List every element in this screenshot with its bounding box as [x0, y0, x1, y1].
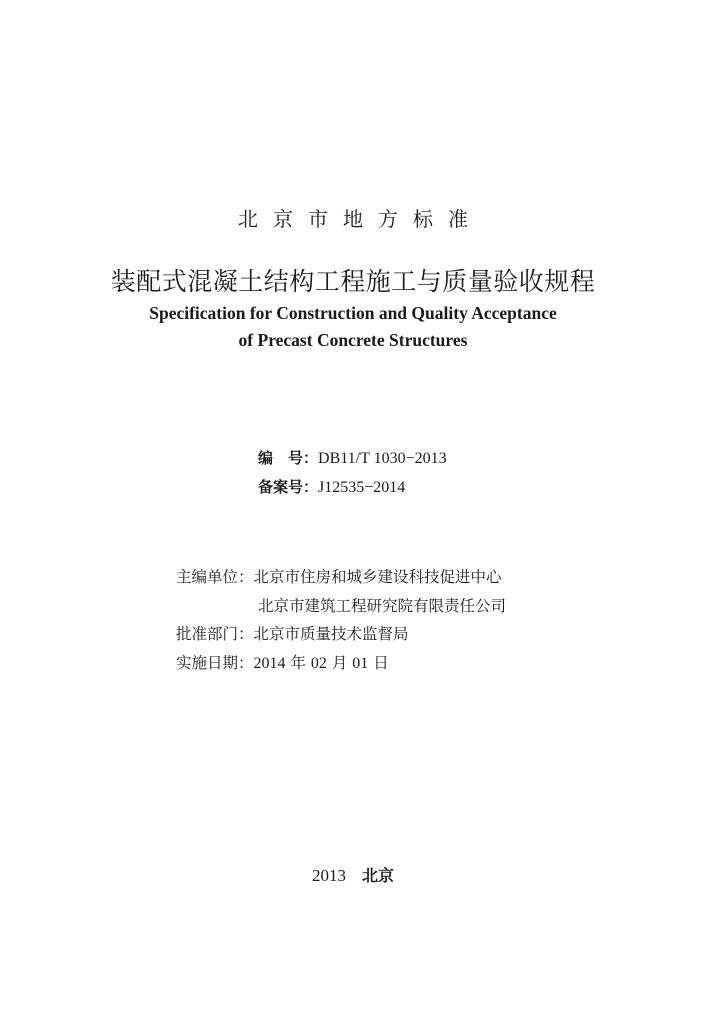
record-number-row: [258, 476, 405, 497]
publication-footer: [0, 863, 706, 886]
document-title-english-line-2: of Precast Concrete Structures: [238, 330, 468, 350]
standard-class-heading: 北京市地方标准: [238, 207, 483, 231]
editor-unit-row-2: [258, 594, 506, 616]
editor-unit-value-2: 北京市建筑工程研究院有限责任公司: [258, 597, 507, 615]
approver-row: [176, 622, 409, 644]
effective-date-row: [176, 651, 389, 673]
record-number-value: J12535−2014: [318, 479, 406, 496]
document-title-chinese: 装配式混凝土结构工程施工与质量验收规程: [110, 267, 596, 296]
standard-code-label: 编 号：: [258, 449, 319, 467]
publication-city: 北京: [361, 866, 394, 885]
effective-date-year: 2014: [253, 655, 286, 672]
effective-date-year-unit: 年: [290, 654, 306, 672]
approver-value: 北京市质量技术监督局: [253, 625, 409, 643]
record-number-label: 备案号：: [258, 478, 319, 496]
approver-label: 批准部门：: [176, 625, 254, 643]
effective-date-month-unit: 月: [331, 654, 348, 672]
standard-code-row: [258, 447, 447, 468]
publication-year: 2013: [311, 866, 346, 885]
editor-unit-value-1: 北京市住房和城乡建设科技促进中心: [253, 568, 502, 586]
document-title-english-line-1: Specification for Construction and Quality Acceptance: [149, 303, 557, 323]
effective-date-day: 01: [352, 655, 369, 672]
effective-date-label: 实施日期：: [176, 654, 254, 672]
standard-code-value: DB11/T 1030−2013: [318, 450, 447, 467]
editor-unit-label: 主编单位：: [176, 568, 254, 586]
editor-unit-row: [176, 565, 502, 587]
effective-date-day-unit: 日: [373, 654, 389, 672]
effective-date-month: 02: [310, 655, 327, 672]
